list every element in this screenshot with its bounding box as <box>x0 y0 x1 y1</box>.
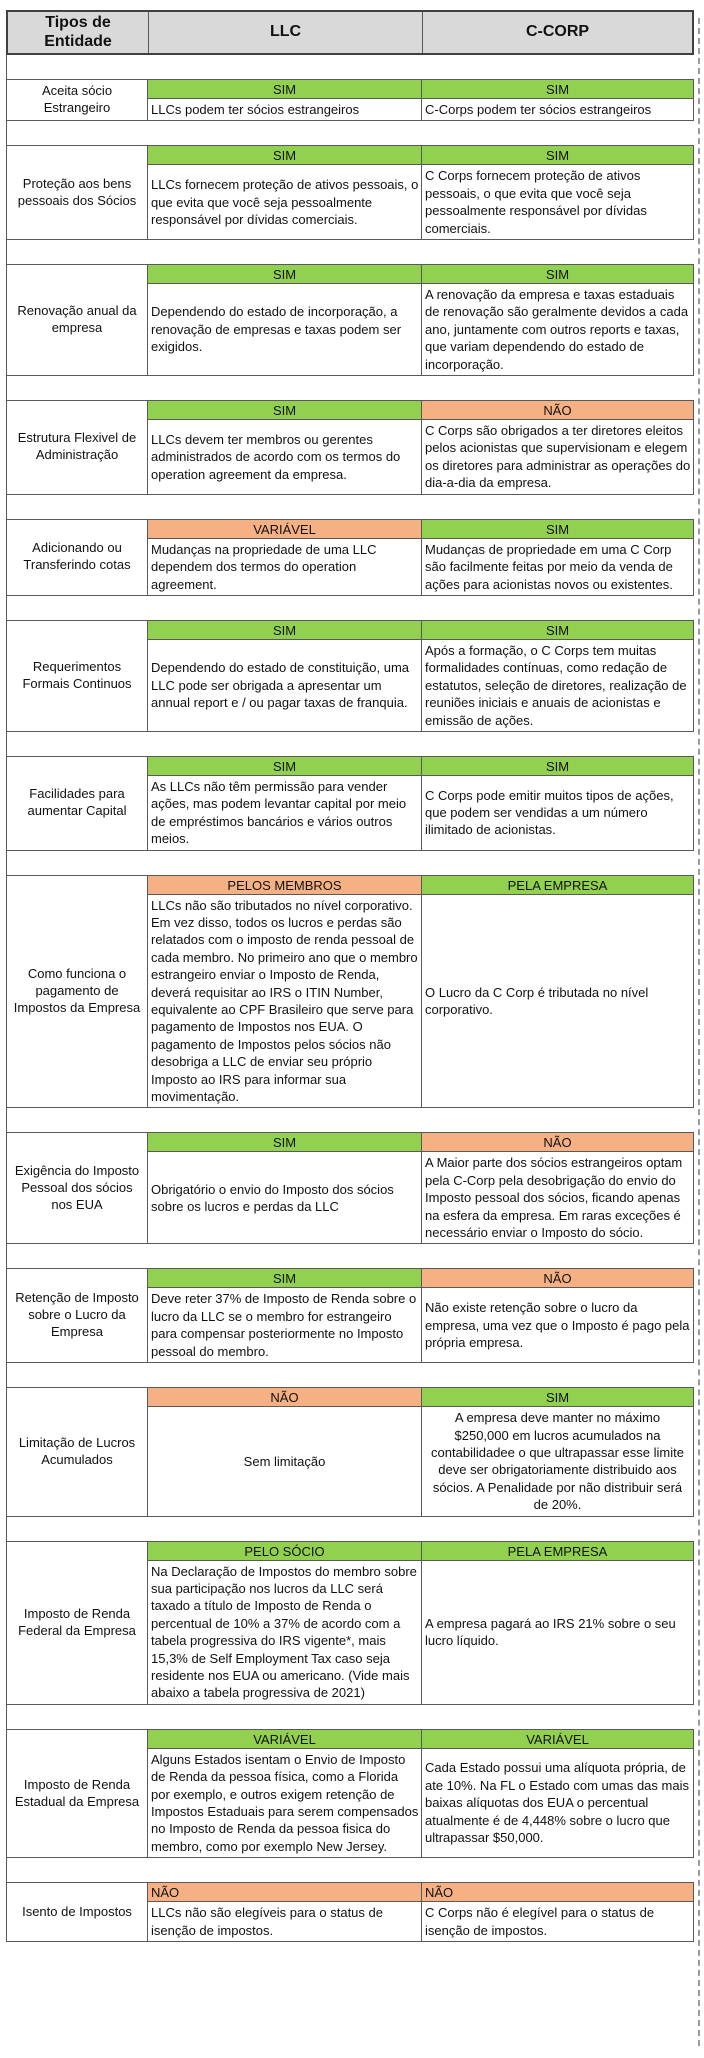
header-ccorp: C-CORP <box>423 12 692 53</box>
table-row <box>6 264 694 376</box>
row-spacer <box>6 1517 694 1541</box>
row-spacer <box>6 240 694 264</box>
feature-label: Imposto de Renda Federal da Empresa <box>7 1542 148 1704</box>
table-row <box>6 79 694 121</box>
llc-description: LLCs devem ter membros ou gerentes administrados de acordo com os termos do operation agreement da empresa. <box>148 420 421 494</box>
row-spacer <box>6 732 694 756</box>
row-spacer <box>6 1363 694 1387</box>
llc-cell <box>148 520 422 595</box>
table-row <box>6 1132 694 1244</box>
llc-status-badge: SIM <box>148 146 421 165</box>
ccorp-description: A Maior parte dos sócios estrangeiros optam pela C-Corp pela desobrigação do envio do Imposto pessoal dos sócios, ficando apenas na esfera da empresa. Em raras exceções é necessário enviar o Imposto do sócio. <box>422 1152 693 1243</box>
ccorp-status-badge: NÃO <box>422 1269 693 1288</box>
llc-cell <box>148 146 422 239</box>
llc-status-badge: NÃO <box>148 1883 421 1902</box>
ccorp-cell <box>422 1542 693 1704</box>
ccorp-cell <box>422 1269 693 1362</box>
ccorp-status-badge: SIM <box>422 80 693 99</box>
table-row <box>6 1882 694 1942</box>
llc-description: Mudanças na propriedade de uma LLC dependem dos termos do operation agreement. <box>148 539 421 595</box>
feature-label: Exigência do Imposto Pessoal dos sócios nos EUA <box>7 1133 148 1243</box>
ccorp-cell <box>422 621 693 731</box>
llc-status-badge: NÃO <box>148 1388 421 1407</box>
feature-label: Renovação anual da empresa <box>7 265 148 375</box>
feature-label: Como funciona o pagamento de Impostos da Empresa <box>7 876 148 1108</box>
ccorp-status-badge: VARIÁVEL <box>422 1730 693 1749</box>
llc-cell <box>148 621 422 731</box>
feature-label: Requerimentos Formais Continuos <box>7 621 148 731</box>
ccorp-status-badge: SIM <box>422 146 693 165</box>
feature-label: Imposto de Renda Estadual da Empresa <box>7 1730 148 1857</box>
llc-status-badge: SIM <box>148 265 421 284</box>
llc-cell <box>148 1388 422 1515</box>
table-row <box>6 1541 694 1705</box>
ccorp-cell <box>422 876 693 1108</box>
ccorp-status-badge: SIM <box>422 757 693 776</box>
llc-description: Sem limitação <box>148 1407 421 1515</box>
llc-status-badge: VARIÁVEL <box>148 520 421 539</box>
table-row <box>6 1387 694 1516</box>
table-row <box>6 145 694 240</box>
llc-status-badge: SIM <box>148 80 421 99</box>
ccorp-description: Não existe retenção sobre o lucro da empresa, uma vez que o Imposto é pago pela própria empresa. <box>422 1288 693 1362</box>
ccorp-cell <box>422 1133 693 1243</box>
llc-cell <box>148 757 422 850</box>
llc-cell <box>148 265 422 375</box>
llc-status-badge: PELOS MEMBROS <box>148 876 421 895</box>
llc-description: Dependendo do estado de incorporação, a renovação de empresas e taxas podem ser exigidos. <box>148 284 421 375</box>
ccorp-description: C Corps pode emitir muitos tipos de ações, que podem ser vendidas a um número ilimitado de acionistas. <box>422 776 693 850</box>
page-break-line <box>698 18 700 2046</box>
ccorp-description: A empresa deve manter no máximo $250,000 em lucros acumulados na contabilidadee o que ultrapassar esse limite deve ser obrigatoriamente distribuido aos sócios. A Penalidade por não distribuir será de 20%. <box>422 1407 693 1515</box>
llc-status-badge: SIM <box>148 401 421 420</box>
ccorp-description: C Corps fornecem proteção de ativos pessoais, o que evita que você seja pessoalmente responsável por dívidas comerciais. <box>422 165 693 239</box>
llc-description: LLCs podem ter sócios estrangeiros <box>148 99 421 120</box>
table-row <box>6 1729 694 1858</box>
ccorp-cell <box>422 757 693 850</box>
llc-description: Alguns Estados isentam o Envio de Imposto de Renda da pessoa física, como a Florida por exemplo, e outros exigem retenção de Impostos Estaduais para serem compensados no Imposto de Renda da pessoa fisica do membro, como por exemplo New Jersey. <box>148 1749 421 1857</box>
spreadsheet-page <box>0 10 704 2058</box>
row-spacer <box>6 495 694 519</box>
llc-cell <box>148 1730 422 1857</box>
llc-description: Na Declaração de Impostos do membro sobre sua participação nos lucros da LLC será taxado a título de Imposto de Renda o percentual de 10% a 37% de acordo com a tabela progressiva do IRS vigente*, mais 15,3% de Self Employment Tax caso seja residente nos EUA ou americano. (Vide mais abaixo a tabela progressiva de 2021) <box>148 1561 421 1704</box>
llc-cell <box>148 1542 422 1704</box>
ccorp-cell <box>422 1730 693 1857</box>
ccorp-status-badge: PELA EMPRESA <box>422 1542 693 1561</box>
ccorp-status-badge: SIM <box>422 1388 693 1407</box>
ccorp-description: A empresa pagará ao IRS 21% sobre o seu lucro líquido. <box>422 1561 693 1704</box>
llc-description: Obrigatório o envio do Imposto dos sócios sobre os lucros e perdas da LLC <box>148 1152 421 1243</box>
row-spacer <box>6 1108 694 1132</box>
ccorp-status-badge: SIM <box>422 520 693 539</box>
table-row <box>6 875 694 1109</box>
llc-description: LLCs não são elegíveis para o status de isenção de impostos. <box>148 1902 421 1941</box>
llc-cell <box>148 401 422 494</box>
ccorp-status-badge: PELA EMPRESA <box>422 876 693 895</box>
ccorp-cell <box>422 1883 693 1941</box>
row-spacer <box>6 1244 694 1268</box>
ccorp-description: Mudanças de propriedade em uma C Corp são facilmente feitas por meio da venda de ações para acionistas novos ou existentes. <box>422 539 693 595</box>
feature-label: Limitação de Lucros Acumulados <box>7 1388 148 1515</box>
header-entity-types: Tipos de Entidade <box>8 12 149 53</box>
ccorp-cell <box>422 80 693 120</box>
llc-cell <box>148 1883 422 1941</box>
row-spacer <box>6 376 694 400</box>
row-spacer <box>6 596 694 620</box>
feature-label: Adicionando ou Transferindo cotas <box>7 520 148 595</box>
row-spacer <box>6 1858 694 1882</box>
llc-cell <box>148 1133 422 1243</box>
feature-label: Retenção de Imposto sobre o Lucro da Empresa <box>7 1269 148 1362</box>
ccorp-status-badge: SIM <box>422 621 693 640</box>
llc-status-badge: SIM <box>148 1269 421 1288</box>
llc-description: Dependendo do estado de constituição, uma LLC pode ser obrigada a apresentar um annual report e / ou pagar taxas de franquia. <box>148 640 421 731</box>
table-row <box>6 400 694 495</box>
llc-status-badge: PELO SÓCIO <box>148 1542 421 1561</box>
table-row <box>6 1268 694 1363</box>
feature-label: Isento de Impostos <box>7 1883 148 1941</box>
llc-description: Deve reter 37% de Imposto de Renda sobre o lucro da LLC se o membro for estrangeiro para compensar posteriormente no Imposto pessoal do membro. <box>148 1288 421 1362</box>
llc-cell <box>148 80 422 120</box>
feature-label: Facilidades para aumentar Capital <box>7 757 148 850</box>
ccorp-status-badge: NÃO <box>422 401 693 420</box>
ccorp-status-badge: NÃO <box>422 1883 693 1902</box>
table-header-row <box>6 10 694 55</box>
ccorp-status-badge: SIM <box>422 265 693 284</box>
ccorp-description: C-Corps podem ter sócios estrangeiros <box>422 99 693 120</box>
header-llc: LLC <box>149 12 423 53</box>
table-body <box>6 55 694 1942</box>
ccorp-cell <box>422 520 693 595</box>
llc-cell <box>148 1269 422 1362</box>
table-row <box>6 519 694 596</box>
ccorp-description: Cada Estado possui uma alíquota própria, de ate 10%. Na FL o Estado com umas das mais baixas alíquotas dos EUA o percentual atualmente é de 4,448% sobre o lucro que ultrapassar $50,000. <box>422 1749 693 1857</box>
feature-label: Estrutura Flexivel de Administração <box>7 401 148 494</box>
row-spacer <box>6 55 694 79</box>
ccorp-cell <box>422 1388 693 1515</box>
ccorp-description: O Lucro da C Corp é tributada no nível corporativo. <box>422 895 693 1108</box>
row-spacer <box>6 851 694 875</box>
llc-description: LLCs não são tributados no nível corporativo. Em vez disso, todos os lucros e perdas são relatados com o imposto de renda pessoal de cada membro. No primeiro ano que o membro estrangeiro enviar o Imposto de Renda, deverá requisitar ao IRS o ITIN Number, equivalente ao CPF Brasileiro que serve para pagamento de Impostos nos EUA. O pagamento de Impostos pelos sócios não desobriga a LLC de enviar seu próprio Imposto ao IRS para informar sua movimentação. <box>148 895 421 1108</box>
ccorp-description: Após a formação, o C Corps tem muitas formalidades contínuas, como redação de estatutos, seleção de diretores, realização de reuniões iniciais e anuais de acionistas e emissão de ações. <box>422 640 693 731</box>
table-row <box>6 620 694 732</box>
feature-label: Proteção aos bens pessoais dos Sócios <box>7 146 148 239</box>
ccorp-cell <box>422 265 693 375</box>
comparison-table <box>6 10 694 1942</box>
row-spacer <box>6 121 694 145</box>
ccorp-status-badge: NÃO <box>422 1133 693 1152</box>
ccorp-description: C Corps são obrigados a ter diretores eleitos pelos acionistas que supervisionam e elegem os diretores para administrar as operações do dia-a-dia da empresa. <box>422 420 693 494</box>
llc-description: As LLCs não têm permissão para vender ações, mas podem levantar capital por meio de empréstimos bancários e vários outros meios. <box>148 776 421 850</box>
llc-status-badge: VARIÁVEL <box>148 1730 421 1749</box>
llc-status-badge: SIM <box>148 621 421 640</box>
row-spacer <box>6 1705 694 1729</box>
llc-description: LLCs fornecem proteção de ativos pessoais, o que evita que você seja pessoalmente responsável por dívidas comerciais. <box>148 165 421 239</box>
table-row <box>6 756 694 851</box>
ccorp-cell <box>422 146 693 239</box>
ccorp-description: C Corps não é elegível para o status de isenção de impostos. <box>422 1902 693 1941</box>
ccorp-cell <box>422 401 693 494</box>
ccorp-description: A renovação da empresa e taxas estaduais de renovação são geralmente devidos a cada ano, juntamente com outros reports e taxas, que variam dependendo do estado de incorporação. <box>422 284 693 375</box>
llc-cell <box>148 876 422 1108</box>
feature-label: Aceita sócio Estrangeiro <box>7 80 148 120</box>
llc-status-badge: SIM <box>148 1133 421 1152</box>
llc-status-badge: SIM <box>148 757 421 776</box>
